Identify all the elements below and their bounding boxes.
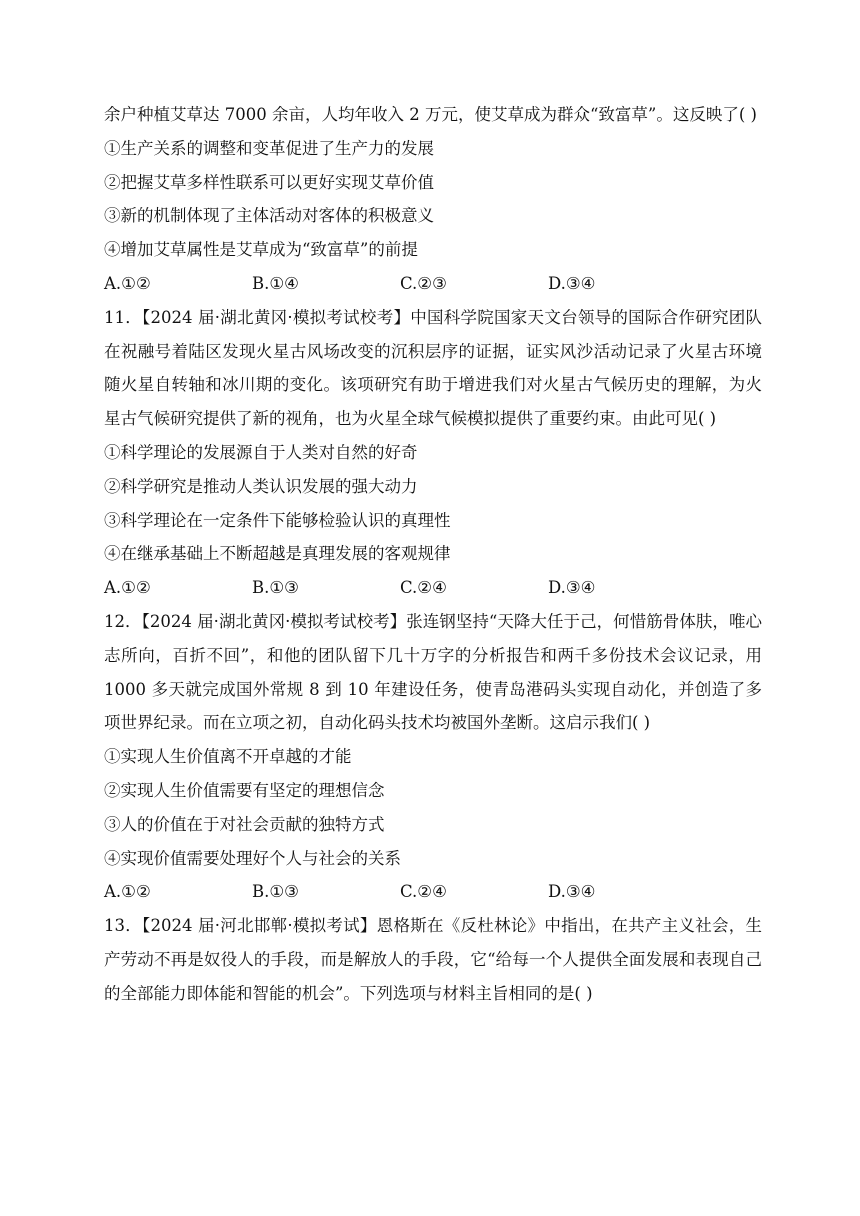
option-c: C.②④ (400, 882, 447, 902)
statement-item: ②把握艾草多样性联系可以更好实现艾草价值 (104, 172, 434, 192)
option-d: D.③④ (548, 882, 596, 902)
question-stem: 13．【2024 届·河北邯郸·模拟考试】恩格斯在《反杜林论》中指出，在共产主义社会，生产劳动不再是奴役人的手段，而是解放人的手段，它“给每一个人提供全面发展和表现自己的全部能力即体能和智能的机会”。下列选项与材料主旨相同的是( ) (104, 916, 762, 1003)
statement-item: ②科学研究是推动人类认识发展的强大动力 (104, 476, 418, 496)
question-10 (104, 98, 762, 301)
statement-item: ①生产关系的调整和变革促进了生产力的发展 (104, 138, 434, 158)
statement-item: ④在继承基础上不断超越是真理发展的客观规律 (104, 544, 451, 564)
question-13 (104, 909, 762, 1010)
statement-item: ①科学理论的发展源自于人类对自然的好奇 (104, 442, 418, 462)
option-b: B.①④ (252, 273, 299, 293)
answer-options (104, 875, 762, 909)
statement-item: ③新的机制体现了主体活动对客体的积极意义 (104, 206, 434, 226)
question-stem: 11．【2024 届·湖北黄冈·模拟考试校考】中国科学院国家天文台领导的国际合作研究团队在祝融号着陆区发现火星古风场改变的沉积层序的证据，证实风沙活动记录了火星古环境随火星自转轴和冰川期的变化。该项研究有助于增进我们对火星古气候历史的理解，为火星古气候研究提供了新的视角，也为火星全球气候模拟提供了重要约束。由此可见( ) (104, 307, 762, 429)
answer-options (104, 267, 762, 301)
statement-item: ②实现人生价值需要有坚定的理想信念 (104, 780, 385, 800)
option-b: B.①③ (252, 578, 299, 598)
statement-item: ③人的价值在于对社会贡献的独特方式 (104, 814, 385, 834)
question-12 (104, 605, 762, 909)
option-b: B.①③ (252, 882, 299, 902)
option-d: D.③④ (548, 273, 596, 293)
statement-item: ①实现人生价值离不开卓越的才能 (104, 747, 352, 767)
option-a: A.①② (104, 882, 151, 902)
option-c: C.②④ (400, 578, 447, 598)
option-a: A.①② (104, 273, 151, 293)
statement-item: ④增加艾草属性是艾草成为“致富草”的前提 (104, 240, 418, 260)
question-stem: 余户种植艾草达 7000 余亩，人均年收入 2 万元，使艾草成为群众“致富草”。这反映了( ) (104, 105, 757, 124)
question-stem: 12．【2024 届·湖北黄冈·模拟考试校考】张连钢坚持“天降大任于己，何惜筋骨体肤，唯心志所向，百折不回”，和他的团队留下几十万字的分析报告和两千多份技术会议记录，用 1000 多天就完成国外常规 8 到 10 年建设任务，使青岛港码头实现自动化，并创造了多项世界纪录。而在立项之初，自动化码头技术均被国外垄断。这启示我们( ) (104, 611, 762, 733)
question-11 (104, 301, 762, 605)
option-a: A.①② (104, 578, 151, 598)
answer-options (104, 571, 762, 605)
option-d: D.③④ (548, 578, 596, 598)
statement-item: ④实现价值需要处理好个人与社会的关系 (104, 848, 401, 868)
option-c: C.②③ (400, 273, 447, 293)
statement-item: ③科学理论在一定条件下能够检验认识的真理性 (104, 510, 451, 530)
